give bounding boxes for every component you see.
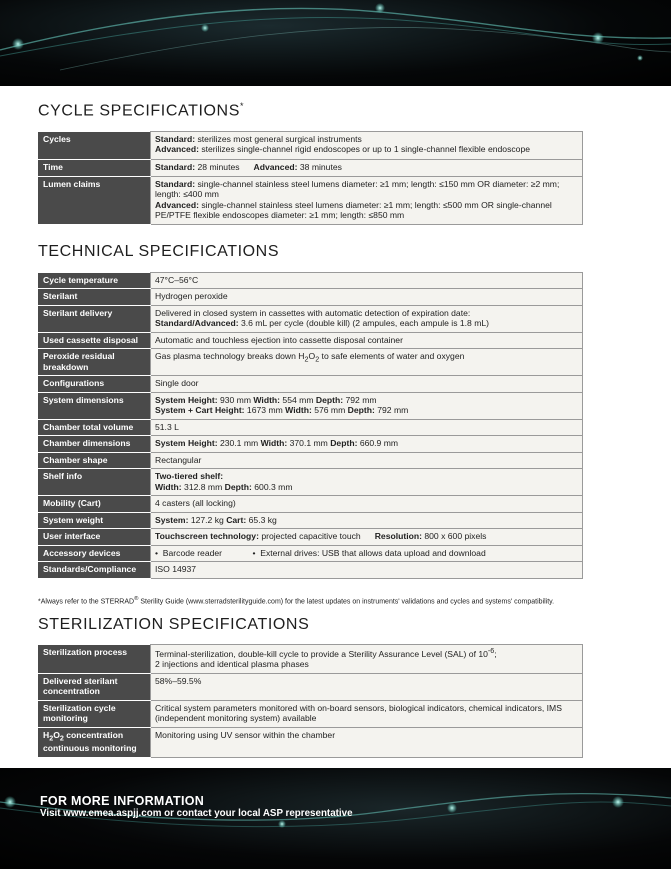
table-row	[39, 376, 583, 392]
row-label: $H_2O_2$ concentration continuous monitoring	[39, 727, 151, 757]
table-row	[39, 673, 583, 700]
row-value: Monitoring using UV sensor within the chamber	[151, 727, 583, 757]
table-row	[39, 273, 583, 289]
table-row	[39, 496, 583, 512]
row-value: System Height: 930 mm Width: 554 mm Depth: 792 mm System + Cart Height: 1673 mm Width: 576 mm Depth: 792 mm	[151, 392, 583, 419]
row-label: User interface	[39, 529, 151, 545]
bullet-icon: •	[252, 547, 256, 558]
table-row	[39, 332, 583, 348]
row-label: Sterilization cycle monitoring	[39, 700, 151, 727]
row-value: ISO 14937	[151, 562, 583, 578]
row-label: Time	[39, 160, 151, 177]
row-label: Shelf info	[39, 469, 151, 496]
row-value: Terminal-sterilization, double-kill cycle to provide a Sterility Assurance Level (SAL) of $10^{-6}$; 2 injections and identical plasma phases	[151, 645, 583, 674]
row-value: Standard: sterilizes most general surgical instruments Advanced: sterilizes single-channel rigid endoscopes or up to 1 single-channel flexible endoscope	[151, 132, 583, 160]
table-row	[39, 727, 583, 757]
row-value: 51.3 L	[151, 419, 583, 435]
row-label: Mobility (Cart)	[39, 496, 151, 512]
row-value: Single door	[151, 376, 583, 392]
table-row	[39, 700, 583, 727]
row-label: Lumen claims	[39, 177, 151, 225]
table-row	[39, 132, 583, 160]
row-label: Cycles	[39, 132, 151, 160]
technical-specifications-table	[38, 272, 583, 579]
row-label: Chamber total volume	[39, 419, 151, 435]
row-label: Standards/Compliance	[39, 562, 151, 578]
row-label: Cycle temperature	[39, 273, 151, 289]
row-value: Delivered in closed system in cassettes with automatic detection of expiration date: Standard/Advanced: 3.6 mL per cycle (double kill) (2 ampules, each ampule is 1.8 mL)	[151, 305, 583, 332]
row-value: Two-tiered shelf: Width: 312.8 mm Depth: 600.3 mm	[151, 469, 583, 496]
footer-title: FOR MORE INFORMATION	[40, 794, 205, 808]
table-row	[39, 452, 583, 468]
row-value: Hydrogen peroxide	[151, 289, 583, 305]
table-row	[39, 419, 583, 435]
cycle-specifications-table	[38, 131, 583, 225]
table-row	[39, 349, 583, 376]
table-row	[39, 289, 583, 305]
row-label: Peroxide residual breakdown	[39, 349, 151, 376]
row-value: • Barcode reader • External drives: USB that allows data upload and download	[151, 545, 583, 561]
row-value: System Height: 230.1 mm Width: 370.1 mm Depth: 660.9 mm	[151, 436, 583, 452]
row-label: Sterilization process	[39, 645, 151, 674]
row-label: System dimensions	[39, 392, 151, 419]
row-value: Critical system parameters monitored with on-board sensors, biological indicators, chemical indicators, IMS (independent monitoring system) available	[151, 700, 583, 727]
row-value: Standard: 28 minutes Advanced: 38 minutes	[151, 160, 583, 177]
table-row	[39, 177, 583, 225]
footer-contact-text: Visit www.emea.aspjj.com or contact your local ASP representative	[40, 808, 353, 819]
technical-specifications-title: TECHNICAL SPECIFICATIONS	[38, 243, 280, 260]
row-value: 4 casters (all locking)	[151, 496, 583, 512]
table-row	[39, 305, 583, 332]
row-label: Used cassette disposal	[39, 332, 151, 348]
row-value: Gas plasma technology breaks down $H_2O_2$ to safe elements of water and oxygen	[151, 349, 583, 376]
row-value: 47°C–56°C	[151, 273, 583, 289]
table-row	[39, 160, 583, 177]
row-label: System weight	[39, 512, 151, 528]
table-row	[39, 436, 583, 452]
table-row	[39, 512, 583, 528]
row-value: System: 127.2 kg Cart: 65.3 kg	[151, 512, 583, 528]
table-row	[39, 545, 583, 561]
row-value: Touchscreen technology: projected capacitive touch Resolution: 800 x 600 pixels	[151, 529, 583, 545]
bullet-icon: •	[155, 547, 159, 558]
row-value: Standard: single-channel stainless steel lumens diameter: ≥1 mm; length: ≤150 mm OR diameter: ≥2 mm; length: ≤400 mm Advanced: single-channel stainless steel lumens diameter: ≥1 mm; length: ≤500 mm OR single-channel PE/PTFE flexible endoscopes diameter: ≥1 mm; length: ≤850 mm	[151, 177, 583, 225]
row-label: Sterilant delivery	[39, 305, 151, 332]
sterilization-specifications-table	[38, 644, 583, 758]
row-label: Sterilant	[39, 289, 151, 305]
sterilization-specifications-title: STERILIZATION SPECIFICATIONS	[38, 616, 310, 633]
row-value: Rectangular	[151, 452, 583, 468]
top-banner	[0, 0, 671, 86]
row-label: Configurations	[39, 376, 151, 392]
row-label: Accessory devices	[39, 545, 151, 561]
row-value: Automatic and touchless ejection into cassette disposal container	[151, 332, 583, 348]
row-label: Chamber shape	[39, 452, 151, 468]
row-label: Delivered sterilant concentration	[39, 673, 151, 700]
light-trail-graphic	[0, 0, 671, 86]
table-row	[39, 562, 583, 578]
table-row	[39, 529, 583, 545]
footnote: *Always refer to the STERRAD® Sterility Guide (www.sterradsterilityguide.com) for the latest updates on instruments' validations and cycles and systems' compatibility.	[38, 596, 555, 606]
table-row	[39, 645, 583, 674]
row-value: 58%–59.5%	[151, 673, 583, 700]
table-row	[39, 469, 583, 496]
table-row	[39, 392, 583, 419]
cycle-specifications-title: CYCLE SPECIFICATIONS*	[38, 101, 245, 120]
row-label: Chamber dimensions	[39, 436, 151, 452]
